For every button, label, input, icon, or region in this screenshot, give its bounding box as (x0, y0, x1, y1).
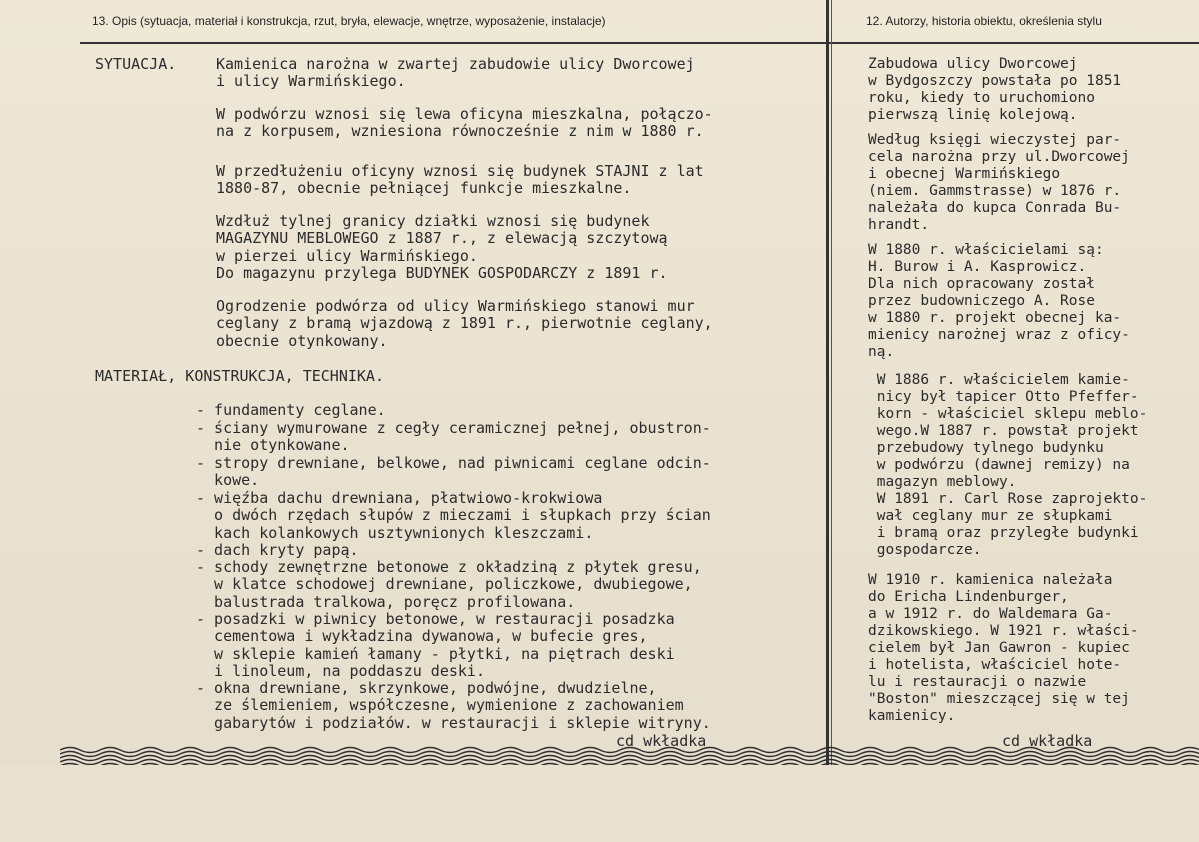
bottom-margin (0, 765, 1199, 842)
history-paragraph: Według księgi wieczystej par- cela narożna przy ul.Dworcowej i obecnej Warmińskiego (niem. Gammstrasse) w 1876 r. należała do kupca Conrada Bu- hrandt. (868, 132, 1130, 233)
column-divider (826, 0, 829, 765)
situation-paragraph: W podwórzu wznosi się lewa oficyna mieszkalna, połączo- na z korpusem, wzniesiona równocześnie z nim w 1880 r. (216, 105, 713, 141)
left-continued-note: cd wkładka (616, 732, 707, 750)
left-column-header: 13. Opis (sytuacja, materiał i konstrukcja, rzut, bryła, elewacje, wnętrze, wyposażenie, instalacje) (92, 14, 606, 28)
material-item: - dach kryty papą. (196, 541, 359, 559)
situation-paragraph: Ogrodzenie podwórza od ulicy Warmińskiego stanowi mur ceglany z bramą wjazdową z 1891 r., pierwotnie ceglany, obecnie otynkowany. (216, 297, 713, 350)
material-item: - fundamenty ceglane. (196, 401, 386, 419)
right-continued-note: cd wkładka (1002, 732, 1093, 750)
material-item: - posadzki w piwnicy betonowe, w restauracji posadzka cementowa i wykładzina dywanowa, w bufecie gres, w sklepie kamień łamany - płytki, na piętrach deski i linoleum, na poddaszu deski. (196, 610, 675, 681)
material-label: MATERIAŁ, KONSTRUKCJA, TECHNIKA. (95, 367, 384, 385)
situation-label: SYTUACJA. (95, 55, 177, 73)
top-rule (80, 42, 1199, 44)
material-item: - okna drewniane, skrzynkowe, podwójne, dwudzielne, ze ślemieniem, współczesne, wymienione z zachowaniem gabarytów i podziałów. w restauracji i sklepie witryny. (196, 679, 711, 732)
history-paragraph: W 1880 r. właścicielami są: H. Burow i A. Kasprowicz. Dla nich opracowany został przez budowniczego A. Rose w 1880 r. projekt obecnej ka- mienicy narożnej wraz z oficy- ną. (868, 242, 1130, 360)
situation-paragraph: W przedłużeniu oficyny wznosi się budynek STAJNI z lat 1880-87, obecnie pełniącej funkcje mieszkalne. (216, 162, 704, 198)
material-item: - więźba dachu drewniana, płatwiowo-krokwiowa o dwóch rzędach słupów z mieczami i słupkach przy ścian kach kolankowych usztywnionych kleszczami. (196, 489, 711, 542)
situation-paragraph: Kamienica narożna w zwartej zabudowie ulicy Dworcowej i ulicy Warmińskiego. (216, 55, 695, 91)
material-item: - stropy drewniane, belkowe, nad piwnicami ceglane odcin- kowe. (196, 454, 711, 490)
column-divider-thin (831, 0, 832, 765)
history-paragraph: W 1910 r. kamienica należała do Ericha Lindenburger, a w 1912 r. do Waldemara Ga- dzikowskiego. W 1921 r. właści- cielem był Jan Gawron - kupiec i hotelista, właściciel hote- lu i restauracji o nazwie "Boston" mieszczącej się w tej kamienicy. (868, 572, 1139, 724)
history-paragraph: Zabudowa ulicy Dworcowej w Bydgoszczy powstała po 1851 roku, kiedy to uruchomiono pierwszą linię kolejową. (868, 56, 1122, 123)
right-column-header: 12. Autorzy, historia obiektu, określenia stylu (866, 14, 1102, 28)
material-item: - ściany wymurowane z cegły ceramicznej pełnej, obustron- nie otynkowane. (196, 419, 711, 455)
history-paragraph: W 1886 r. właścicielem kamie- nicy był tapicer Otto Pfeffer- korn - właściciel sklepu meblo- wego.W 1887 r. powstał projekt przebudowy tylnego budynku w podwórzu (dawnej remizy) na magazyn meblowy. W 1891 r. Carl Rose zaprojekto- wał ceglany mur ze słupkami i bramą oraz przyległe budynki gospodarcze. (876, 372, 1148, 558)
situation-paragraph: Wzdłuż tylnej granicy działki wznosi się budynek MAGAZYNU MEBLOWEGO z 1887 r., z elewacją szczytową w pierzei ulicy Warmińskiego. Do magazynu przylega BUDYNEK GOSPODARCZY z 1891 r. (216, 212, 668, 283)
material-item: - schody zewnętrzne betonowe z okładziną z płytek gresu, w klatce schodowej drewniane, policzkowe, dwubiegowe, balustrada tralkowa, poręcz profilowana. (196, 558, 702, 611)
